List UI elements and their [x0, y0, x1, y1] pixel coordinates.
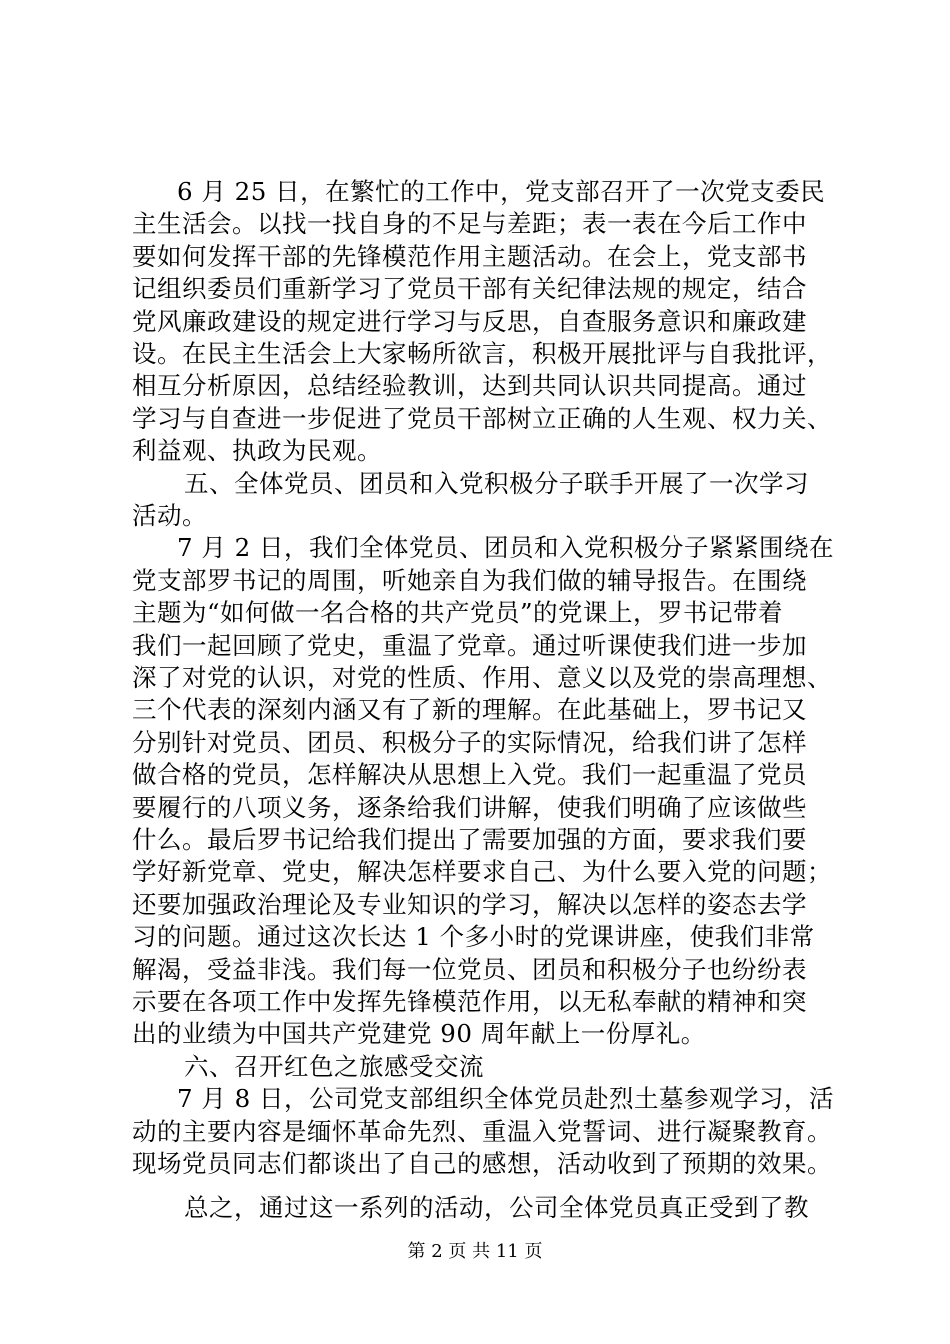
- paragraph-line: 什么。最后罗书记给我们提出了需要加强的方面，要求我们要: [132, 825, 807, 854]
- paragraph-line: 要如何发挥干部的先锋模范作用主题活动。在会上，党支部书: [132, 242, 807, 271]
- paragraph-line: 习的问题。通过这次长达 1 个多小时的党课讲座，使我们非常: [132, 922, 815, 951]
- paragraph-line: 7 月 2 日，我们全体党员、团员和入党积极分子紧紧围绕在: [177, 533, 835, 562]
- paragraph-line: 出的业绩为中国共产党建党 90 周年献上一份厚礼。: [132, 1019, 706, 1048]
- paragraph-line: 解渴，受益非浅。我们每一位党员、团员和积极分子也纷纷表: [132, 955, 807, 984]
- section-heading: 六、召开红色之旅感受交流: [184, 1052, 484, 1081]
- page-number-footer: 第 2 页 共 11 页: [407, 1241, 543, 1262]
- paragraph-line: 主题为“如何做一名合格的共产党员”的党课上，罗书记带着: [132, 598, 784, 627]
- paragraph-line: 要履行的八项义务，逐条给我们讲解，使我们明确了应该做些: [132, 793, 807, 822]
- paragraph-line: 总之，通过这一系列的活动，公司全体党员真正受到了教: [184, 1193, 809, 1222]
- paragraph-line: 示要在各项工作中发挥先锋模范作用，以无私奉献的精神和突: [132, 987, 807, 1016]
- paragraph-line: 还要加强政治理论及专业知识的学习，解决以怎样的姿态去学: [132, 890, 807, 919]
- paragraph-line: 深了对党的认识，对党的性质、作用、意义以及党的崇高理想、: [132, 663, 832, 692]
- section-heading: 活动。: [132, 501, 207, 530]
- paragraph-line: 现场党员同志们都谈出了自己的感想，活动收到了预期的效果。: [132, 1149, 832, 1178]
- paragraph-line: 7 月 8 日，公司党支部组织全体党员赴烈土墓参观学习，活: [177, 1084, 835, 1113]
- paragraph-line: 记组织委员们重新学习了党员干部有关纪律法规的规定，结合: [132, 274, 807, 303]
- paragraph-line: 设。在民主生活会上大家畅所欲言，积极开展批评与自我批评，: [132, 339, 832, 368]
- paragraph-line: 党风廉政建设的规定进行学习与反思，自查服务意识和廉政建: [132, 307, 807, 336]
- paragraph-line: 学习与自查进一步促进了党员干部树立正确的人生观、权力关、: [132, 404, 832, 433]
- paragraph-line: 三个代表的深刻内涵又有了新的理解。在此基础上，罗书记又: [132, 695, 807, 724]
- section-heading: 五、全体党员、团员和入党积极分子联手开展了一次学习: [184, 469, 809, 498]
- paragraph-line: 学好新党章、党史，解决怎样要求自己、为什么要入党的问题；: [132, 857, 832, 886]
- paragraph-line: 分别针对党员、团员、积极分子的实际情况，给我们讲了怎样: [132, 728, 807, 757]
- paragraph-line: 相互分析原因，总结经验教训，达到共同认识共同提高。通过: [132, 371, 807, 400]
- paragraph-line: 动的主要内容是缅怀革命先烈、重温入党誓词、进行凝聚教育。: [132, 1117, 832, 1146]
- paragraph-line: 党支部罗书记的周围，听她亲自为我们做的辅导报告。在围绕: [132, 566, 807, 595]
- paragraph-line: 主生活会。以找一找自身的不足与差距；表一表在今后工作中: [132, 209, 807, 238]
- paragraph-line: 我们一起回顾了党史，重温了党章。通过听课使我们进一步加: [132, 631, 807, 660]
- paragraph-line: 利益观、执政为民观。: [132, 436, 382, 465]
- paragraph-line: 做合格的党员，怎样解决从思想上入党。我们一起重温了党员: [132, 760, 807, 789]
- paragraph-line: 6 月 25 日，在繁忙的工作中，党支部召开了一次党支委民: [177, 177, 826, 206]
